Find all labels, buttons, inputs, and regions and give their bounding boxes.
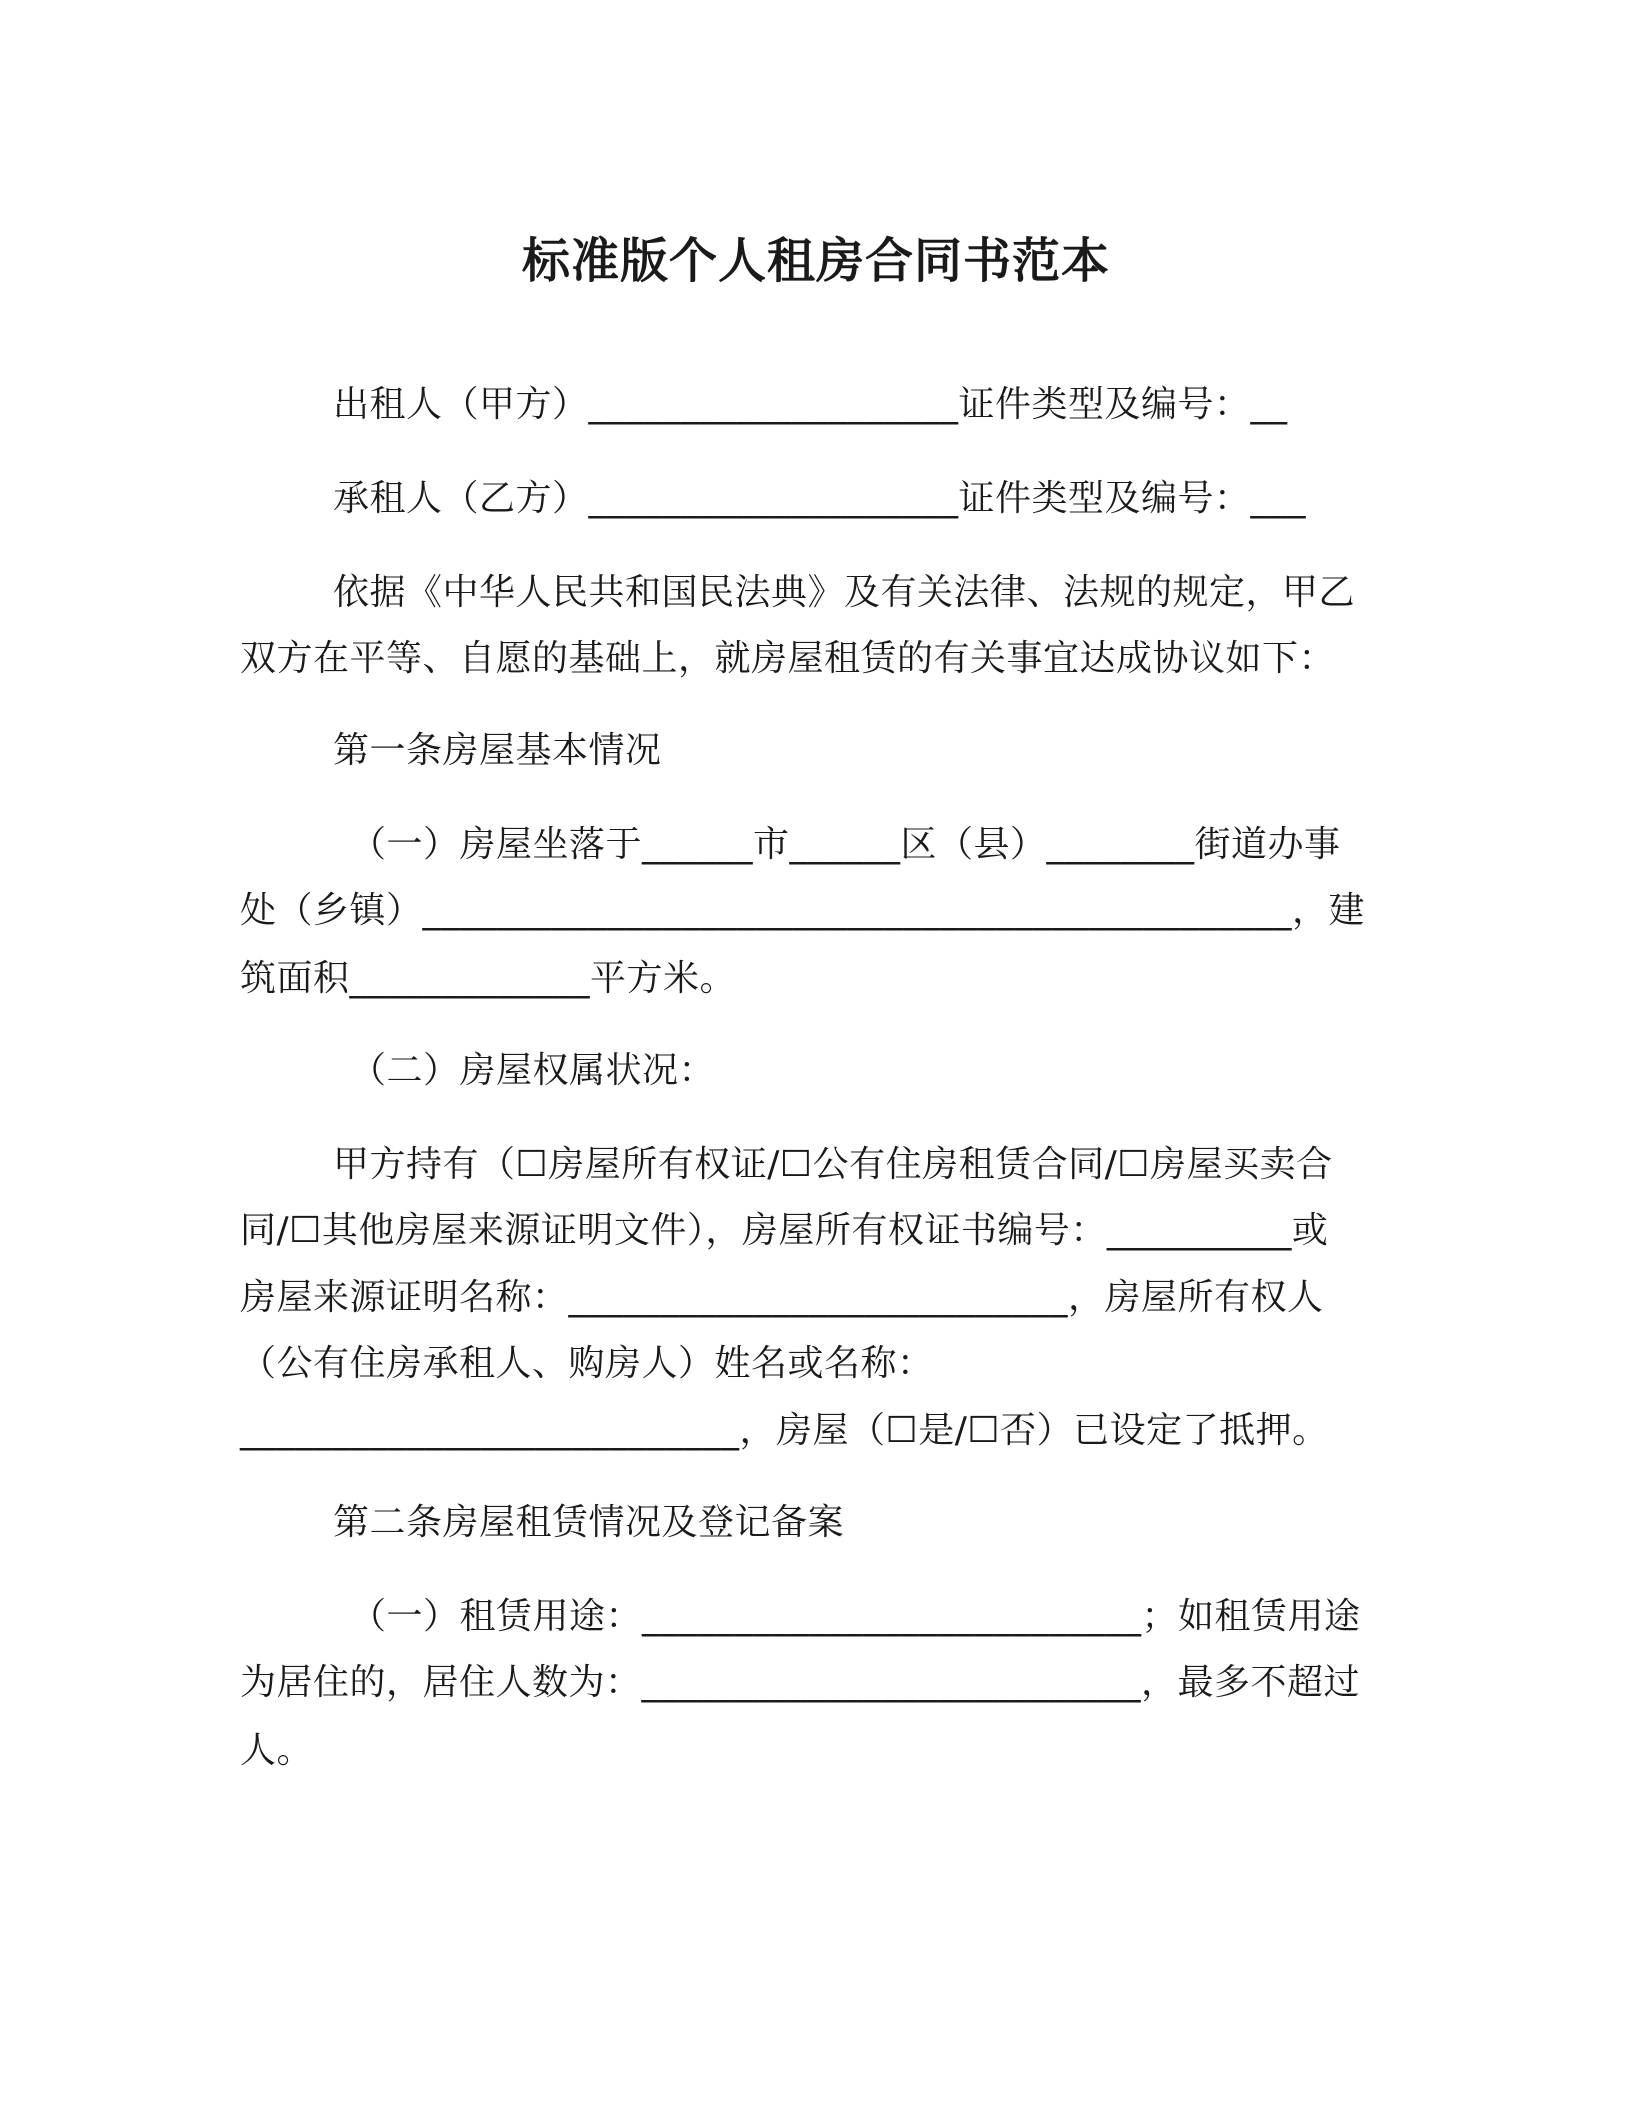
ownership-line-3: 房屋来源证明名称：___________________________，房屋所有权人 [240, 1277, 1324, 1318]
clause-2-1-line-1: （一）租赁用途：___________________________；如租赁用途 [350, 1596, 1361, 1637]
lessee-line: 承租人（乙方）____________________证件类型及编号：___ [333, 478, 1307, 519]
preamble-line-1: 依据《中华人民共和国民法典》及有关法律、法规的规定，甲乙 [333, 572, 1356, 613]
article-1-heading: 第一条房屋基本情况 [333, 730, 662, 771]
lessor-line: 出租人（甲方）____________________证件类型及编号：__ [333, 384, 1288, 425]
clause-2-1-line-2: 为居住的，居住人数为：___________________________，最多不超过 [240, 1662, 1361, 1703]
ownership-line-4: （公有住房承租人、购房人）姓名或名称： [240, 1343, 934, 1384]
clause-1-1-line-2: 处（乡镇）_______________________________________________，建 [240, 890, 1366, 931]
ownership-line-5: ___________________________，房屋（☐是/☐否）已设定了抵押。 [240, 1410, 1329, 1451]
ownership-line-1: 甲方持有（☐房屋所有权证/☐公有住房租赁合同/☐房屋买卖合 [333, 1144, 1333, 1185]
clause-1-1-line-1: （一）房屋坐落于______市______区（县）________街道办事 [350, 824, 1341, 865]
clause-2-1-line-3: 人。 [240, 1730, 314, 1771]
document-title: 标准版个人租房合同书范本 [521, 233, 1110, 289]
article-2-heading: 第二条房屋租赁情况及登记备案 [333, 1502, 845, 1543]
clause-1-1-line-3: 筑面积_____________平方米。 [240, 958, 737, 999]
ownership-line-2: 同/☐其他房屋来源证明文件），房屋所有权证书编号：__________或 [240, 1210, 1329, 1251]
preamble-line-2: 双方在平等、自愿的基础上，就房屋租赁的有关事宜达成协议如下： [240, 638, 1336, 679]
clause-1-2-heading: （二）房屋权属状况： [350, 1050, 716, 1091]
